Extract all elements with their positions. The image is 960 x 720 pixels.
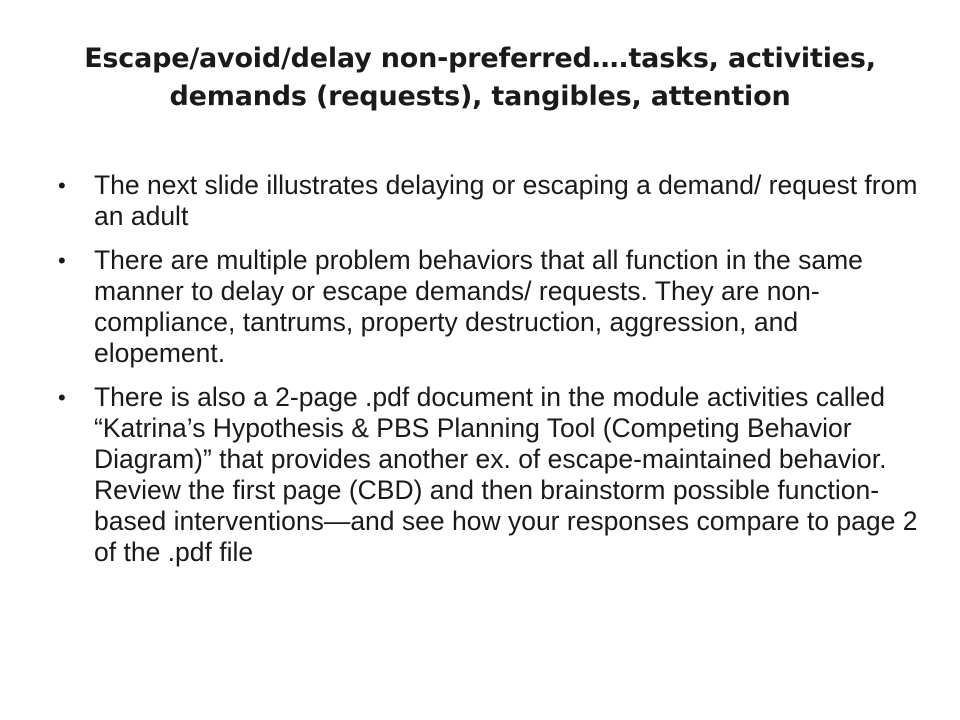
bullet-text: The next slide illustrates delaying or escaping a demand/ request from an adult bbox=[94, 170, 918, 231]
bullet-icon: • bbox=[58, 248, 66, 273]
bullet-item-3 bbox=[58, 382, 928, 568]
bullet-text: There are multiple problem behaviors that all function in the same manner to delay or escape demands/ requests. They are non-compliance, tantrums, property destruction, aggression, and elopement. bbox=[94, 245, 863, 368]
slide-title: Escape/avoid/delay non-preferred….tasks, activities, demands (requests), tangibles, attention bbox=[84, 43, 876, 112]
bullet-icon: • bbox=[58, 385, 66, 410]
bullet-text: There is also a 2-page .pdf document in the module activities called “Katrina’s Hypothesis & PBS Planning Tool (Competing Behavior Diagram)” that provides another ex. of escape-maintained behavior. Review the first page (CBD) and then brainstorm possible function-based interventions—and see how your responses compare to page 2 of the .pdf file bbox=[94, 382, 918, 567]
bullet-icon: • bbox=[58, 173, 66, 198]
bullet-list bbox=[58, 170, 928, 581]
bullet-item-1 bbox=[58, 170, 928, 232]
bullet-item-2 bbox=[58, 245, 928, 369]
